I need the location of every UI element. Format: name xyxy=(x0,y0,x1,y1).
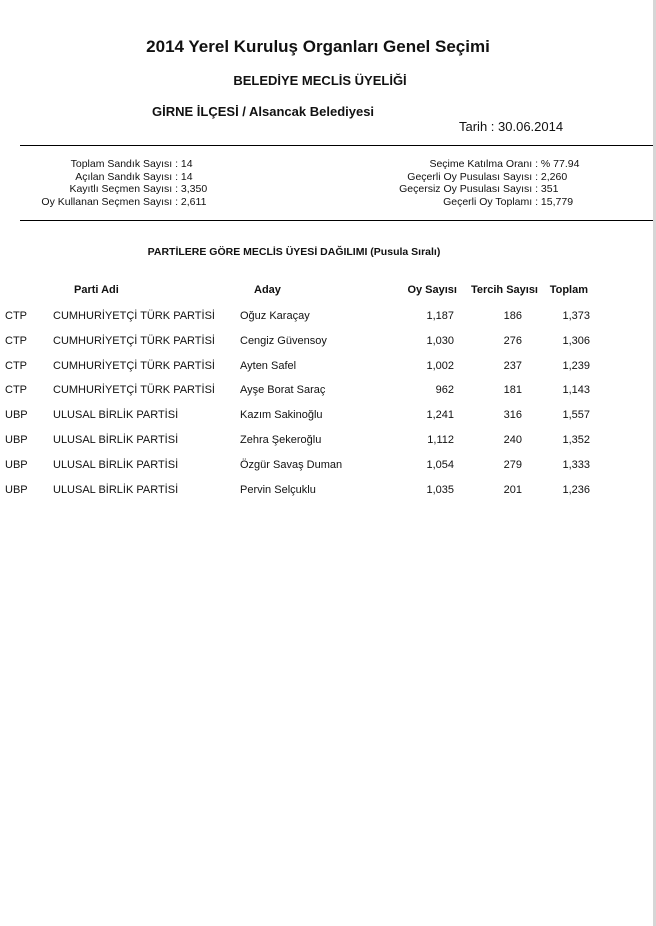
party-code: CTP xyxy=(5,359,27,372)
stat-value: 14 xyxy=(180,170,193,183)
preference-value: 240 xyxy=(503,434,522,446)
party-code: CTP xyxy=(5,384,27,397)
party-name: ULUSAL BİRLİK PARTİSİ xyxy=(53,409,179,422)
stat-label: Kayıtlı Seçmen Sayısı : xyxy=(69,183,178,195)
candidate-name: Cengiz Güvensoy xyxy=(240,334,327,347)
votes-value: 1,112 xyxy=(427,434,454,446)
preference-value: 186 xyxy=(503,310,522,322)
stats-left xyxy=(10,158,207,208)
votes-value: 1,187 xyxy=(426,310,454,322)
stat-label: Geçerli Oy Pusulası Sayısı : xyxy=(407,170,538,183)
stat-value: 3,350 xyxy=(180,183,208,195)
section-title: PARTİLERE GÖRE MECLİS ÜYESİ DAĞILIMI (Pusula Sıralı) xyxy=(147,246,441,258)
date-label: Tarih : 30.06.2014 xyxy=(459,119,564,134)
stat-row xyxy=(360,171,579,184)
candidate-name: Ayşe Borat Saraç xyxy=(240,384,326,397)
preference-value: 316 xyxy=(503,409,522,422)
party-code: UBP xyxy=(5,483,28,496)
preference-value: 279 xyxy=(503,458,522,471)
party-name: CUMHURİYETÇİ TÜRK PARTİSİ xyxy=(53,310,215,322)
stat-label: Geçersiz Oy Pusulası Sayısı : xyxy=(399,183,538,195)
votes-value: 1,002 xyxy=(426,359,454,372)
document-title: 2014 Yerel Kuruluş Organları Genel Seçimi xyxy=(146,37,490,56)
party-name: ULUSAL BİRLİK PARTİSİ xyxy=(53,458,179,471)
party-name: ULUSAL BİRLİK PARTİSİ xyxy=(53,434,179,446)
divider-bottom xyxy=(20,220,653,221)
stat-value: 351 xyxy=(540,183,559,195)
party-name: ULUSAL BİRLİK PARTİSİ xyxy=(53,483,179,496)
stat-row xyxy=(360,196,579,209)
preference-value: 276 xyxy=(503,334,522,347)
header-total: Toplam xyxy=(549,284,588,296)
stat-value: 14 xyxy=(180,158,193,170)
preference-value: 237 xyxy=(503,359,522,372)
stat-label: Toplam Sandık Sayısı : xyxy=(70,158,178,170)
stat-label: Oy Kullanan Seçmen Sayısı : xyxy=(41,195,178,208)
candidate-name: Kazım Sakinoğlu xyxy=(240,409,323,422)
total-value: 1,239 xyxy=(562,359,590,372)
stat-label: Açılan Sandık Sayısı : xyxy=(75,170,178,183)
party-name: CUMHURİYETÇİ TÜRK PARTİSİ xyxy=(53,359,215,372)
stat-value: 2,260 xyxy=(540,170,568,183)
party-code: CTP xyxy=(5,310,27,322)
total-value: 1,333 xyxy=(562,458,590,471)
votes-value: 962 xyxy=(435,384,454,397)
header-votes: Oy Sayısı xyxy=(407,284,457,296)
candidate-name: Pervin Selçuklu xyxy=(240,483,316,496)
stat-row xyxy=(10,196,207,209)
district-label: GİRNE İLÇESİ / Alsancak Belediyesi xyxy=(152,104,375,119)
stats-right xyxy=(360,158,579,208)
total-value: 1,373 xyxy=(562,310,590,322)
total-value: 1,143 xyxy=(562,384,590,397)
votes-value: 1,035 xyxy=(426,483,454,496)
stat-label: Geçerli Oy Toplamı : xyxy=(443,195,538,208)
candidate-name: Ayten Safel xyxy=(240,359,297,372)
stat-row xyxy=(360,158,579,171)
votes-value: 1,030 xyxy=(426,334,454,347)
party-name: CUMHURİYETÇİ TÜRK PARTİSİ xyxy=(53,334,215,347)
candidate-name: Özgür Savaş Duman xyxy=(240,458,343,471)
stat-value: 15,779 xyxy=(540,195,574,208)
total-value: 1,352 xyxy=(562,434,590,446)
total-value: 1,306 xyxy=(562,334,590,347)
total-value: 1,236 xyxy=(562,483,590,496)
party-code: UBP xyxy=(5,458,28,471)
stat-row xyxy=(360,183,579,196)
document-subtitle: BELEDİYE MECLİS ÜYELİĞİ xyxy=(233,73,407,88)
stat-row xyxy=(10,158,207,171)
candidate-name: Oğuz Karaçay xyxy=(240,310,310,322)
stat-label: Seçime Katılma Oranı : xyxy=(429,158,538,170)
party-code: CTP xyxy=(5,334,27,347)
votes-value: 1,054 xyxy=(426,458,454,471)
party-code: UBP xyxy=(5,409,28,422)
divider-top xyxy=(20,145,653,146)
header-preference: Tercih Sayısı xyxy=(470,284,538,296)
candidate-name: Zehra Şekeroğlu xyxy=(240,434,322,446)
preference-value: 181 xyxy=(503,384,522,397)
stat-row xyxy=(10,183,207,196)
stat-row xyxy=(10,171,207,184)
stat-value: 2,611 xyxy=(180,195,207,208)
total-value: 1,557 xyxy=(562,409,590,422)
header-candidate: Aday xyxy=(254,284,281,296)
votes-value: 1,241 xyxy=(426,409,454,422)
stat-value: % 77.94 xyxy=(540,158,580,170)
preference-value: 201 xyxy=(503,483,522,496)
party-code: UBP xyxy=(5,434,28,446)
party-name: CUMHURİYETÇİ TÜRK PARTİSİ xyxy=(53,384,215,397)
header-party-name: Parti Adi xyxy=(74,284,119,296)
